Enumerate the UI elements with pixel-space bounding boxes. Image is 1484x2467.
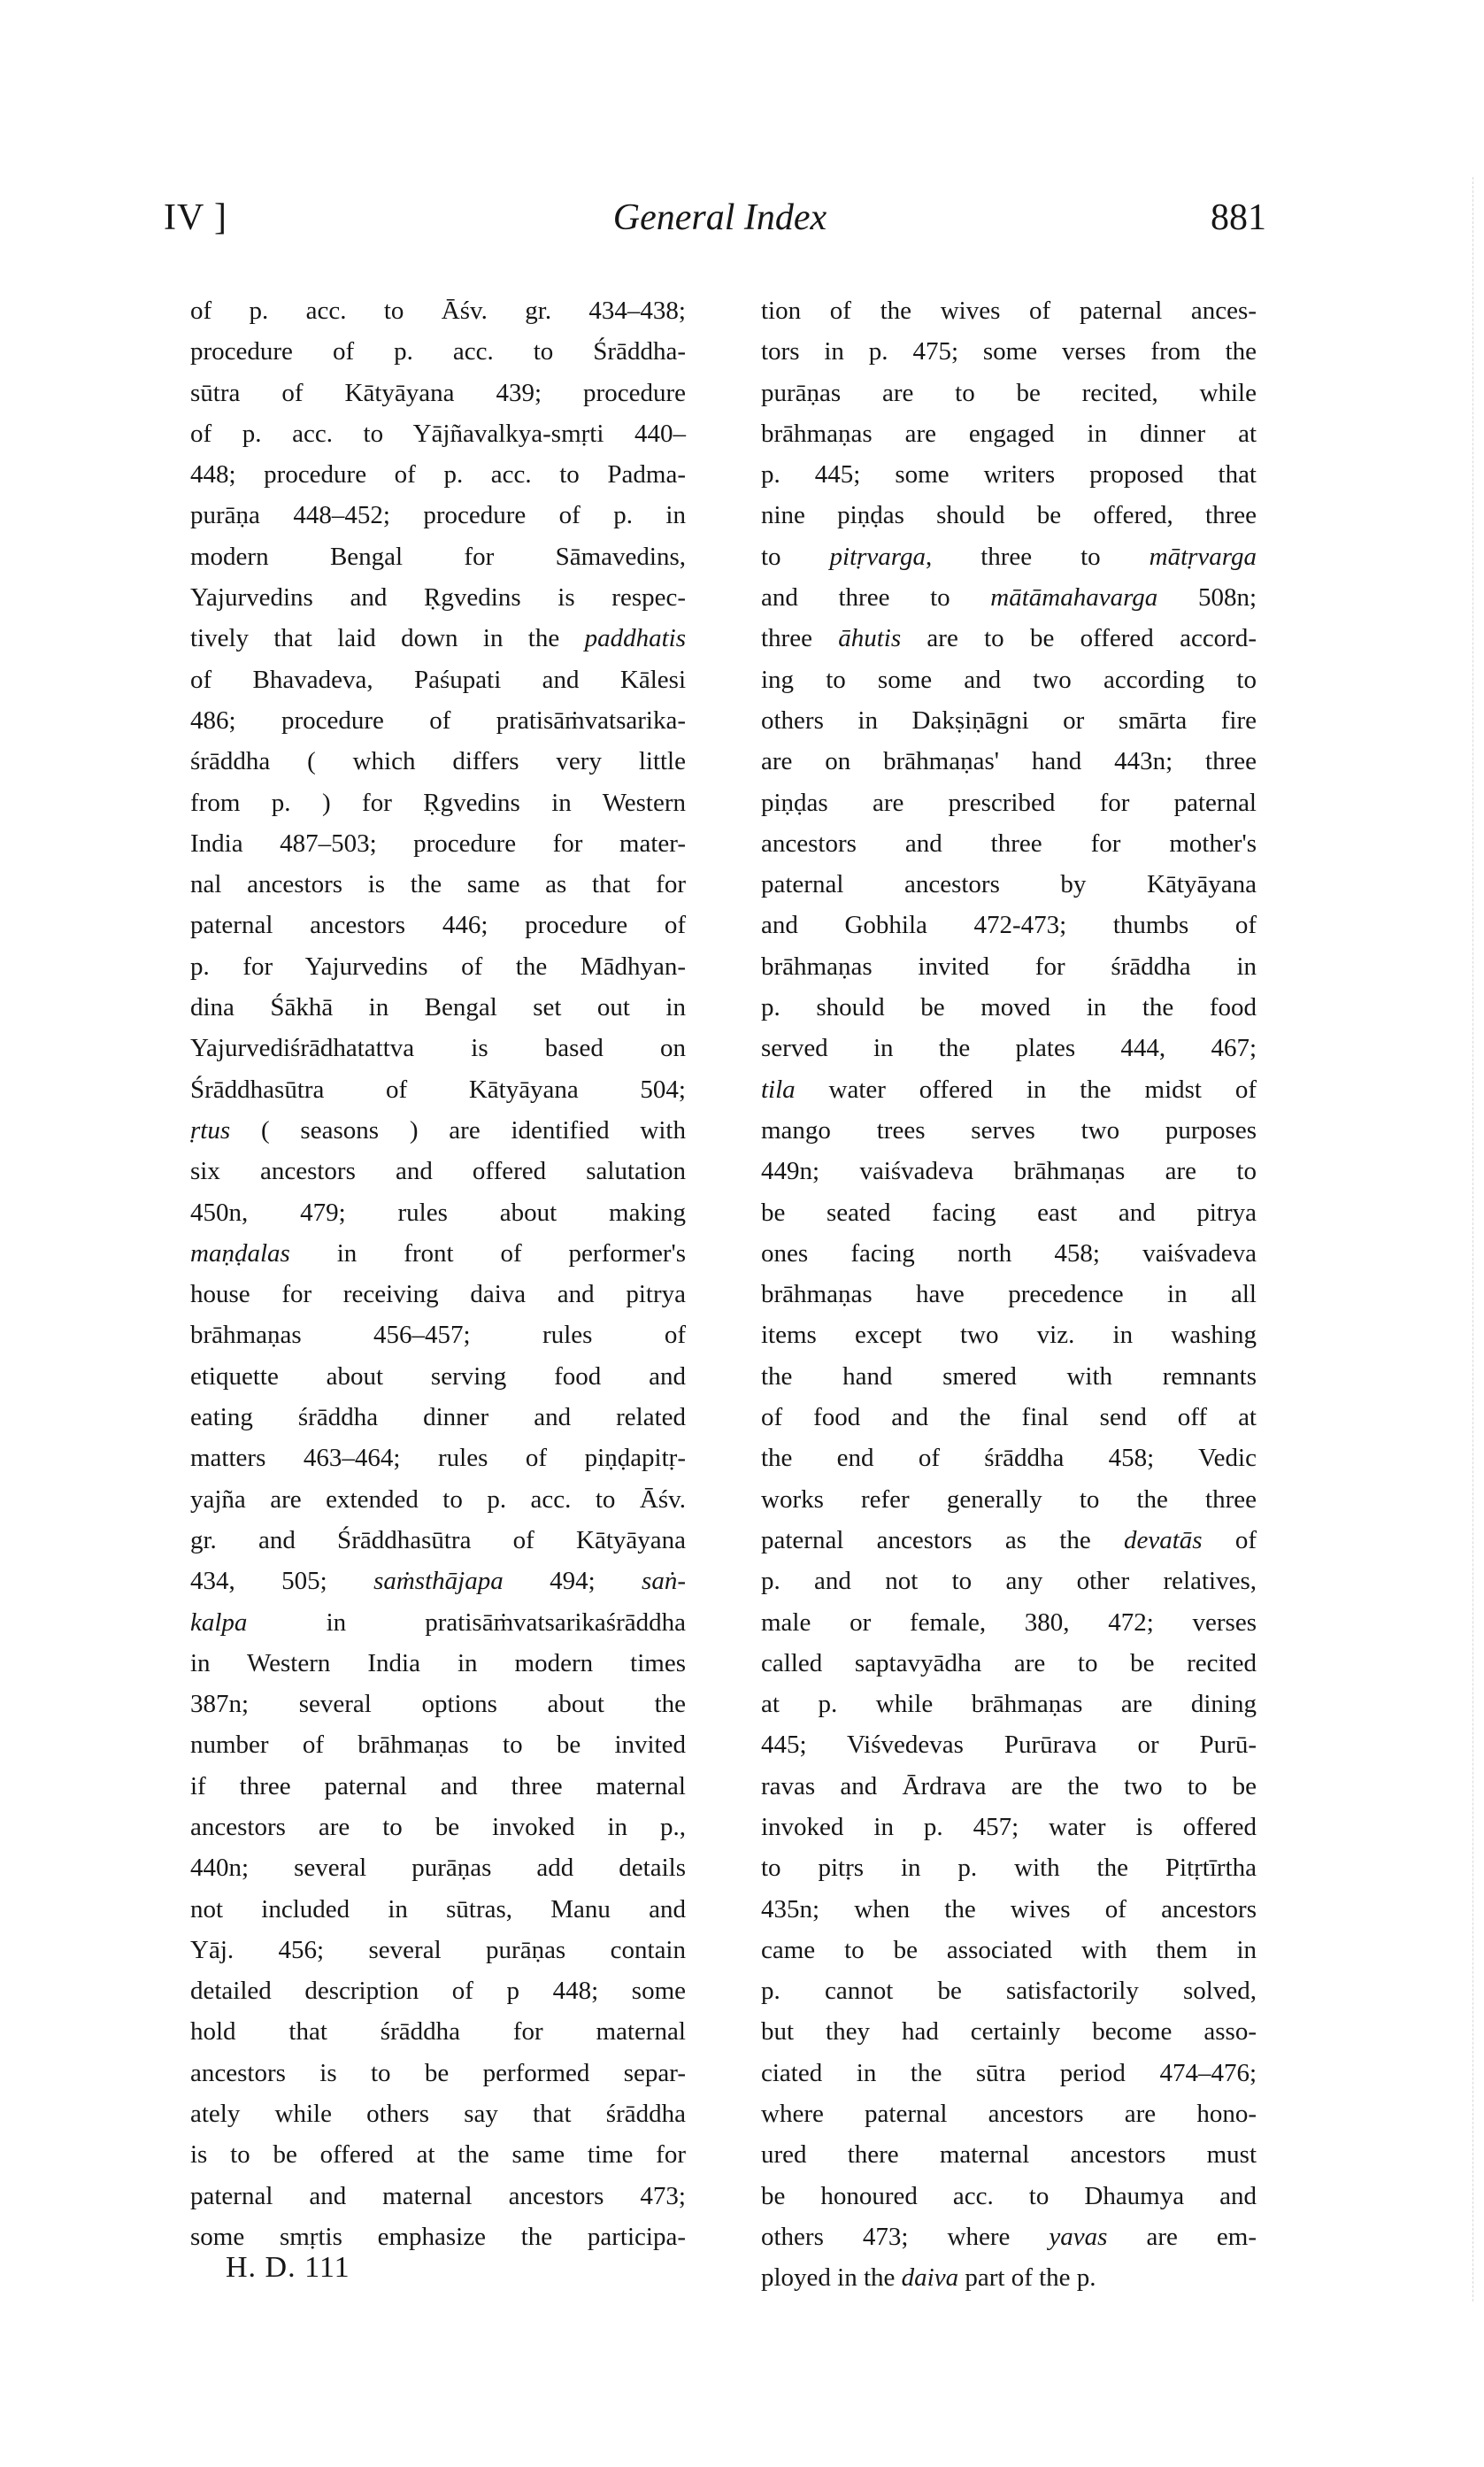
index-line-text: ately while others say that śrāddha — [190, 2100, 686, 2129]
running-title: General Index — [612, 197, 827, 238]
index-line — [761, 987, 1257, 1028]
index-line — [190, 290, 686, 331]
index-line-text: ciated in the sūtra period 474–476; — [761, 2058, 1257, 2087]
index-line — [761, 1028, 1257, 1068]
index-line — [190, 2134, 686, 2175]
index-line — [190, 741, 686, 782]
index-line-text: procedure of p. acc. to Śrāddha- — [190, 337, 686, 366]
index-line-text: tors in p. 475; some verses from the — [761, 337, 1257, 366]
index-line-text: ancestors and three for mother's — [761, 829, 1257, 858]
index-line-text: the end of śrāddha 458; Vedic — [761, 1444, 1257, 1473]
index-line — [190, 618, 686, 659]
index-line-text: to pitṛs in p. with the Pitṛtīrtha — [761, 1854, 1257, 1883]
index-line-text: Śrāddhasūtra of Kātyāyana 504; — [190, 1075, 686, 1104]
index-line-text: is to be offered at the same time for — [190, 2140, 686, 2170]
index-line-text: 449n; vaiśvadeva brāhmaṇas are to — [761, 1157, 1257, 1186]
index-line-text: some smṛtis emphasize the participa- — [190, 2222, 686, 2251]
index-line-text: kalpa in pratisāṁvatsarikaśrāddha — [190, 1607, 686, 1637]
index-line-text: are on brāhmaṇas' hand 443n; three — [761, 747, 1257, 776]
index-line-text: gr. and Śrāddhasūtra of Kātyāyana — [190, 1525, 686, 1554]
index-line — [761, 1274, 1257, 1314]
index-line — [190, 454, 686, 495]
index-line — [190, 823, 686, 864]
index-line-text: not included in sūtras, Manu and — [190, 1894, 686, 1923]
italic-term: tila — [761, 1075, 796, 1104]
index-line-text: served in the plates 444, 467; — [761, 1034, 1257, 1063]
signature-mark: H. D. 111 — [226, 2251, 350, 2284]
index-line-text: male or female, 380, 472; verses — [761, 1607, 1257, 1637]
index-line — [761, 1970, 1257, 2011]
page-number: 881 — [1211, 197, 1266, 238]
index-line — [190, 1766, 686, 1807]
index-line-text: piṇḍas are prescribed for paternal — [761, 788, 1257, 817]
index-line-text: tion of the wives of paternal ances- — [761, 297, 1257, 325]
index-line-text: 440n; several purāṇas add details — [190, 1854, 686, 1883]
index-line — [761, 413, 1257, 454]
index-line-text: in Western India in modern times — [190, 1648, 686, 1677]
index-line-text: ancestors is to be performed separ- — [190, 2058, 686, 2087]
index-line — [190, 1602, 686, 1643]
chapter-marker: IV ] — [164, 197, 228, 238]
index-line — [761, 1520, 1257, 1561]
index-line — [190, 1274, 686, 1314]
index-line-text: ones facing north 458; vaiśvadeva — [761, 1238, 1257, 1268]
index-line — [190, 2053, 686, 2093]
index-line — [761, 331, 1257, 372]
index-line — [190, 1233, 686, 1274]
index-line-text: tila water offered in the midst of — [761, 1075, 1257, 1104]
index-line-text: maṇḍalas in front of performer's — [190, 1238, 686, 1268]
index-line — [761, 1110, 1257, 1151]
index-line-text: Yāj. 456; several purāṇas contain — [190, 1935, 686, 1964]
index-line-text: house for receiving daiva and pitrya — [190, 1280, 686, 1309]
index-line — [761, 864, 1257, 905]
index-line-text: be seated facing east and pitrya — [761, 1198, 1257, 1227]
index-line-text: brāhmaṇas have precedence in all — [761, 1280, 1257, 1309]
italic-term: āhutis — [838, 624, 902, 653]
index-line — [761, 1561, 1257, 1601]
index-line — [190, 1028, 686, 1068]
index-line-text: p. for Yajurvedins of the Mādhyan- — [190, 952, 686, 981]
index-line-text: 486; procedure of pratisāṁvatsarika- — [190, 705, 686, 735]
index-line-text: sūtra of Kātyāyana 439; procedure — [190, 378, 686, 407]
italic-term: kalpa — [190, 1607, 248, 1637]
index-line-text: 448; procedure of p. acc. to Padma- — [190, 460, 686, 490]
index-line — [761, 1069, 1257, 1110]
index-line-text: and three to mātāmahavarga 508n; — [761, 583, 1257, 613]
index-line-text: mango trees serves two purposes — [761, 1115, 1257, 1145]
index-line — [190, 1356, 686, 1397]
index-line-text: from p. ) for Ṛgvedins in Western — [190, 788, 686, 817]
index-line-text: to pitṛvarga, three to mātṛvarga — [761, 542, 1257, 571]
index-line — [761, 946, 1257, 987]
index-line-text: works refer generally to the three — [761, 1484, 1257, 1514]
index-line-text: eating śrāddha dinner and related — [190, 1403, 686, 1432]
index-line — [761, 1602, 1257, 1643]
page-edge-rule — [1472, 177, 1473, 2301]
index-line-text: at p. while brāhmaṇas are dining — [761, 1690, 1257, 1719]
index-line — [190, 1520, 686, 1561]
index-line — [761, 2093, 1257, 2134]
index-line-text: tively that laid down in the paddhatis — [190, 624, 686, 653]
index-line-text: three āhutis are to be offered accord- — [761, 624, 1257, 653]
index-line-text: nal ancestors is the same as that for — [190, 870, 686, 899]
index-line — [761, 1192, 1257, 1233]
index-line-text: where paternal ancestors are hono- — [761, 2100, 1257, 2129]
index-line-text: ancestors are to be invoked in p., — [190, 1812, 686, 1841]
italic-term: mātṛvarga — [1149, 542, 1257, 571]
index-line-text: came to be associated with them in — [761, 1935, 1257, 1964]
index-line — [190, 700, 686, 741]
index-line — [761, 1479, 1257, 1520]
index-line-text: yajña are extended to p. acc. to Āśv. — [190, 1484, 686, 1514]
italic-term: devatās — [1123, 1525, 1203, 1554]
index-line — [190, 905, 686, 945]
index-line-text: ravas and Ārdrava are the two to be — [761, 1771, 1257, 1800]
index-line — [761, 618, 1257, 659]
index-line — [761, 700, 1257, 741]
index-line — [761, 2134, 1257, 2175]
italic-term: pitṛvarga — [829, 542, 926, 571]
index-line — [190, 1110, 686, 1151]
italic-term: paddhatis — [584, 624, 686, 653]
index-line-text: ṛtus ( seasons ) are identified with — [190, 1115, 686, 1145]
index-line — [190, 495, 686, 536]
italic-term: saṁsthājapa — [373, 1567, 504, 1596]
index-line — [761, 1151, 1257, 1191]
index-line — [761, 659, 1257, 700]
index-line — [761, 1438, 1257, 1478]
italic-term: saṅ- — [642, 1567, 686, 1596]
index-line — [190, 1847, 686, 1888]
index-line-text: number of brāhmaṇas to be invited — [190, 1731, 686, 1760]
index-line — [761, 290, 1257, 331]
index-line-text: of food and the final send off at — [761, 1403, 1257, 1432]
index-line — [190, 987, 686, 1028]
index-line-text: ured there maternal ancestors must — [761, 2140, 1257, 2170]
index-line — [190, 1479, 686, 1520]
index-line — [190, 1192, 686, 1233]
index-line — [190, 1724, 686, 1765]
index-line — [761, 905, 1257, 945]
italic-term: mātāmahavarga — [990, 583, 1158, 613]
index-line — [190, 659, 686, 700]
index-line-text: but they had certainly become asso- — [761, 2017, 1257, 2047]
index-line — [761, 2011, 1257, 2052]
index-line — [190, 1151, 686, 1191]
italic-term: daiva — [901, 2263, 959, 2293]
index-line-text: the hand smered with remnants — [761, 1361, 1257, 1391]
index-line — [190, 1684, 686, 1724]
italic-term: ṛtus — [190, 1115, 231, 1145]
index-line-text: brāhmaṇas are engaged in dinner at — [761, 419, 1257, 448]
index-line-text: 445; Viśvedevas Purūrava or Purū- — [761, 1731, 1257, 1760]
index-line-text: brāhmaṇas 456–457; rules of — [190, 1321, 686, 1350]
italic-term: maṇḍalas — [190, 1238, 290, 1268]
index-column-left — [190, 290, 686, 2257]
index-line — [761, 2053, 1257, 2093]
index-line-text: p. should be moved in the food — [761, 993, 1257, 1022]
index-line — [190, 783, 686, 823]
index-line-text: ployed in the daiva part of the p. — [761, 2263, 1096, 2293]
index-line — [190, 373, 686, 413]
index-line-text: p. cannot be satisfactorily solved, — [761, 1977, 1257, 2006]
index-line-text: be honoured acc. to Dhaumya and — [761, 2181, 1257, 2210]
index-line — [190, 1889, 686, 1930]
index-line-text: purāṇas are to be recited, while — [761, 378, 1257, 407]
index-line — [761, 823, 1257, 864]
index-line-text: 434, 505; saṁsthājapa 494; saṅ- — [190, 1567, 686, 1596]
index-line-text: modern Bengal for Sāmavedins, — [190, 542, 686, 571]
index-line-text: nine piṇḍas should be offered, three — [761, 501, 1257, 530]
index-line — [761, 495, 1257, 536]
index-line — [761, 1356, 1257, 1397]
index-line — [190, 1807, 686, 1847]
index-line — [761, 1889, 1257, 1930]
index-line-text: others in Dakṣiṇāgni or smārta fire — [761, 705, 1257, 735]
index-line — [761, 1314, 1257, 1355]
index-line-text: paternal ancestors 446; procedure of — [190, 911, 686, 940]
index-line-text: of p. acc. to Āśv. gr. 434–438; — [190, 297, 686, 325]
index-line — [761, 454, 1257, 495]
index-line — [190, 1069, 686, 1110]
index-line — [761, 373, 1257, 413]
index-line — [190, 1930, 686, 1970]
index-line — [761, 741, 1257, 782]
index-line — [190, 536, 686, 577]
index-line — [761, 1397, 1257, 1438]
index-line-text: ing to some and two according to — [761, 665, 1257, 694]
index-column-right — [761, 290, 1257, 2299]
index-line-text: Yajurvedins and Ṛgvedins is respec- — [190, 583, 686, 613]
index-line-text: hold that śrāddha for maternal — [190, 2017, 686, 2047]
index-line — [190, 2011, 686, 2052]
index-line-text: paternal ancestors as the devatās of — [761, 1525, 1257, 1554]
index-line — [761, 2257, 1257, 2298]
index-line-text: paternal and maternal ancestors 473; — [190, 2181, 686, 2210]
index-line-text: śrāddha ( which differs very little — [190, 747, 686, 776]
index-line — [190, 577, 686, 618]
index-line-text: paternal ancestors by Kātyāyana — [761, 870, 1257, 899]
index-line — [190, 1643, 686, 1684]
index-line — [761, 1766, 1257, 1807]
index-line-text: others 473; where yavas are em- — [761, 2222, 1257, 2251]
index-line-text: dina Śākhā in Bengal set out in — [190, 993, 686, 1022]
index-line-text: items except two viz. in washing — [761, 1321, 1257, 1350]
index-line — [190, 331, 686, 372]
index-line — [190, 413, 686, 454]
index-line-text: brāhmaṇas invited for śrāddha in — [761, 952, 1257, 981]
index-line-text: detailed description of p 448; some — [190, 1977, 686, 2006]
index-line-text: called saptavyādha are to be recited — [761, 1648, 1257, 1677]
index-line — [190, 946, 686, 987]
index-line-text: p. and not to any other relatives, — [761, 1567, 1257, 1596]
index-line — [190, 864, 686, 905]
index-line — [761, 1643, 1257, 1684]
index-line — [190, 1397, 686, 1438]
italic-term: yavas — [1049, 2222, 1108, 2251]
index-line-text: 387n; several options about the — [190, 1690, 686, 1719]
index-line-text: of p. acc. to Yājñavalkya-smṛti 440– — [190, 419, 686, 448]
index-line — [190, 1561, 686, 1601]
index-line — [761, 1807, 1257, 1847]
index-line — [190, 2176, 686, 2216]
index-line-text: India 487–503; procedure for mater- — [190, 829, 686, 858]
index-line — [761, 536, 1257, 577]
index-line — [761, 577, 1257, 618]
index-line — [190, 1314, 686, 1355]
index-line-text: etiquette about serving food and — [190, 1361, 686, 1391]
index-line — [761, 783, 1257, 823]
index-line — [761, 1684, 1257, 1724]
index-line — [761, 2216, 1257, 2257]
index-line-text: six ancestors and offered salutation — [190, 1157, 686, 1186]
index-line-text: p. 445; some writers proposed that — [761, 460, 1257, 490]
index-line-text: Yajurvediśrādhatattva is based on — [190, 1034, 686, 1063]
index-line — [190, 2093, 686, 2134]
index-line-text: if three paternal and three maternal — [190, 1771, 686, 1800]
index-line — [190, 1970, 686, 2011]
index-line-text: and Gobhila 472-473; thumbs of — [761, 911, 1257, 940]
index-line — [190, 1438, 686, 1478]
index-line — [761, 2176, 1257, 2216]
index-line-text: 450n, 479; rules about making — [190, 1198, 686, 1227]
index-line-text: 435n; when the wives of ancestors — [761, 1894, 1257, 1923]
index-line-text: matters 463–464; rules of piṇḍapitṛ- — [190, 1444, 686, 1473]
index-line — [761, 1724, 1257, 1765]
index-line — [761, 1233, 1257, 1274]
index-line — [761, 1847, 1257, 1888]
index-line-text: of Bhavadeva, Paśupati and Kālesi — [190, 665, 686, 694]
index-line-text: invoked in p. 457; water is offered — [761, 1812, 1257, 1841]
index-line-text: purāṇa 448–452; procedure of p. in — [190, 501, 686, 530]
index-line — [761, 1930, 1257, 1970]
